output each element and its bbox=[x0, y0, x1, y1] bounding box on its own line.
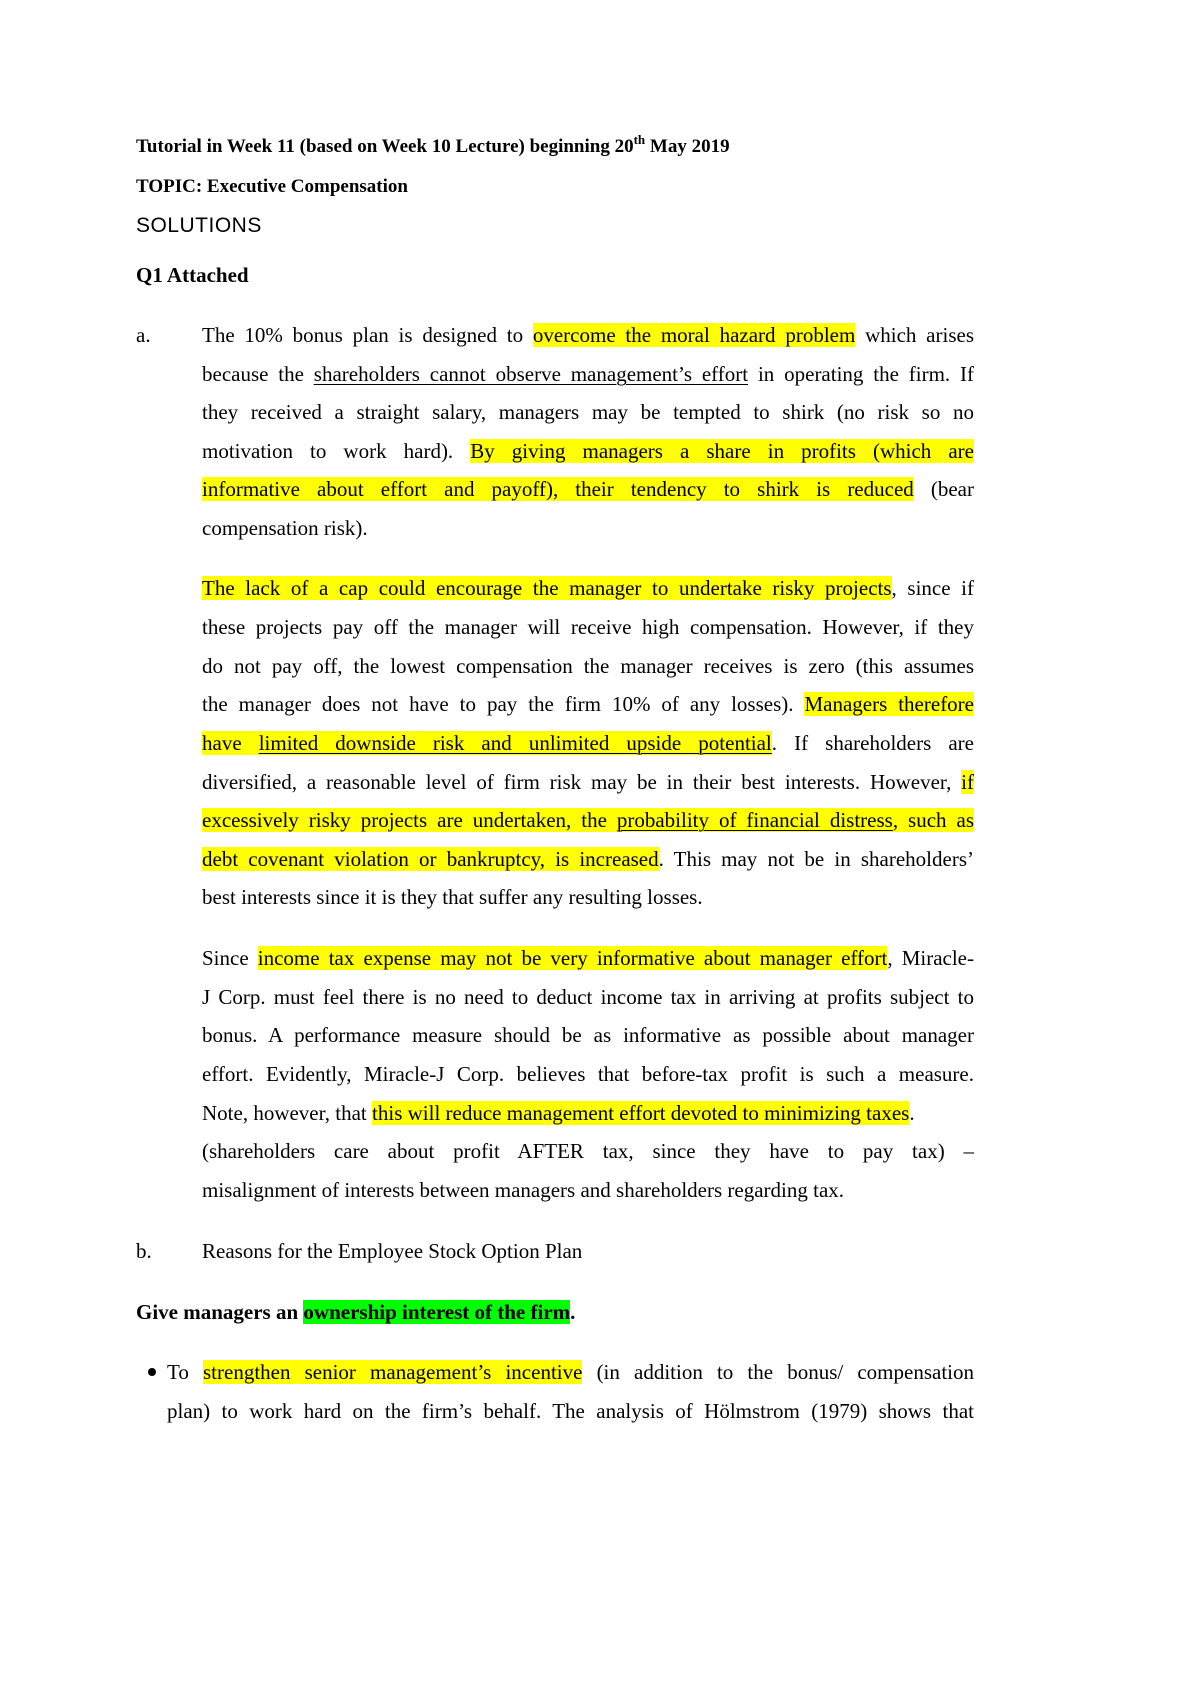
tutorial-title-sup: th bbox=[633, 132, 646, 147]
p2-line-6 bbox=[202, 768, 974, 796]
text: because the bbox=[202, 362, 314, 386]
p2-line-1 bbox=[202, 574, 974, 602]
p1-line-4 bbox=[202, 437, 974, 465]
highlight: income tax expense may not be very informative about manager effort bbox=[257, 946, 888, 970]
p3-line-1 bbox=[202, 944, 974, 972]
highlight-underline: limited downside risk and unlimited upside potential bbox=[258, 731, 772, 755]
p3-line-4: effort. Evidently, Miracle-J Corp. believes that before-tax profit is such a measure. bbox=[202, 1062, 974, 1086]
ownership-heading bbox=[136, 1298, 575, 1326]
text: Note, however, that bbox=[202, 1101, 373, 1125]
text: . bbox=[570, 1300, 576, 1324]
text: Since bbox=[202, 946, 258, 970]
text: (bear bbox=[913, 477, 974, 501]
text: , since if bbox=[891, 576, 975, 600]
highlight: informative about effort and payoff), their tendency to shirk is reduced bbox=[202, 477, 914, 501]
topic-heading: TOPIC: Executive Compensation bbox=[136, 176, 408, 197]
bullet1-line-1 bbox=[167, 1358, 974, 1386]
p1-line-5 bbox=[202, 475, 974, 503]
p2-line-2: these projects pay off the manager will receive high compensation. However, if they bbox=[202, 615, 974, 639]
highlight: excessively risky projects are undertaken, the bbox=[202, 808, 617, 832]
p1-line-3: they received a straight salary, managers may be tempted to shirk (no risk so no bbox=[202, 400, 974, 424]
bullet-icon bbox=[148, 1368, 156, 1376]
highlight: strengthen senior management’s incentive bbox=[203, 1360, 583, 1384]
highlight: have bbox=[202, 731, 259, 755]
text: . If shareholders are bbox=[771, 731, 975, 755]
highlight: By giving managers a share in profits (which are bbox=[470, 439, 974, 463]
text: motivation to work hard). bbox=[202, 439, 471, 463]
text: which arises bbox=[855, 323, 974, 347]
highlight: The lack of a cap could encourage the manager to undertake risky projects bbox=[202, 576, 892, 600]
text: the manager does not have to pay the firm 10% of any losses). bbox=[202, 692, 805, 716]
text: (in addition to the bonus/ compensation bbox=[582, 1360, 974, 1384]
text: The 10% bonus plan is designed to bbox=[202, 323, 533, 347]
p1-line-6: compensation risk). bbox=[202, 516, 368, 540]
tutorial-title-text: Tutorial in Week 11 (based on Week 10 Lecture) beginning 20 bbox=[136, 136, 634, 157]
highlight: overcome the moral hazard problem bbox=[532, 323, 856, 347]
text: , Miracle- bbox=[887, 946, 974, 970]
p2-line-3: do not pay off, the lowest compensation the manager receives is zero (this assumes bbox=[202, 654, 974, 678]
bullet1-line-2: plan) to work hard on the firm’s behalf. The analysis of Hölmstrom (1979) shows that bbox=[167, 1399, 974, 1423]
solutions-heading: SOLUTIONS bbox=[136, 214, 262, 237]
part-b-title: Reasons for the Employee Stock Option Plan bbox=[202, 1239, 583, 1263]
text: in operating the firm. If bbox=[748, 362, 974, 386]
highlight: debt covenant violation or bankruptcy, is increased bbox=[202, 847, 659, 871]
highlight: , such as bbox=[892, 808, 974, 832]
text: To bbox=[167, 1360, 203, 1384]
highlight: Managers therefore bbox=[804, 692, 974, 716]
highlight: if bbox=[961, 770, 974, 794]
text: Give managers an bbox=[136, 1300, 304, 1324]
p3-line-3: bonus. A performance measure should be as informative as possible about manager bbox=[202, 1023, 974, 1047]
highlight-green: ownership interest of the firm bbox=[303, 1300, 571, 1324]
p2-line-9: best interests since it is they that suffer any resulting losses. bbox=[202, 885, 703, 909]
tutorial-title bbox=[136, 133, 730, 161]
p1-line-1 bbox=[202, 321, 974, 349]
q1-heading: Q1 Attached bbox=[136, 263, 249, 287]
underline: shareholders cannot observe management’s effort bbox=[313, 362, 749, 386]
p3-line-5 bbox=[202, 1099, 915, 1127]
tutorial-title-date: May 2019 bbox=[645, 136, 730, 157]
part-a-marker: a. bbox=[136, 323, 151, 347]
text: . bbox=[909, 1101, 915, 1125]
highlight-underline: probability of financial distress bbox=[616, 808, 893, 832]
p1-line-2 bbox=[202, 360, 974, 388]
part-b-marker: b. bbox=[136, 1239, 152, 1263]
p2-line-4 bbox=[202, 690, 974, 718]
text: diversified, a reasonable level of firm risk may be in their best interests. However, bbox=[202, 770, 962, 794]
p2-line-8 bbox=[202, 845, 974, 873]
p2-line-5 bbox=[202, 729, 974, 757]
p3-line-7: misalignment of interests between managers and shareholders regarding tax. bbox=[202, 1178, 845, 1202]
p3-line-6: (shareholders care about profit AFTER tax, since they have to pay tax) – bbox=[202, 1139, 974, 1163]
p2-line-7 bbox=[202, 806, 974, 834]
p3-line-2: J Corp. must feel there is no need to deduct income tax in arriving at profits subject to bbox=[202, 985, 974, 1009]
highlight: this will reduce management effort devoted to minimizing taxes bbox=[372, 1101, 910, 1125]
text: . This may not be in shareholders’ bbox=[658, 847, 974, 871]
